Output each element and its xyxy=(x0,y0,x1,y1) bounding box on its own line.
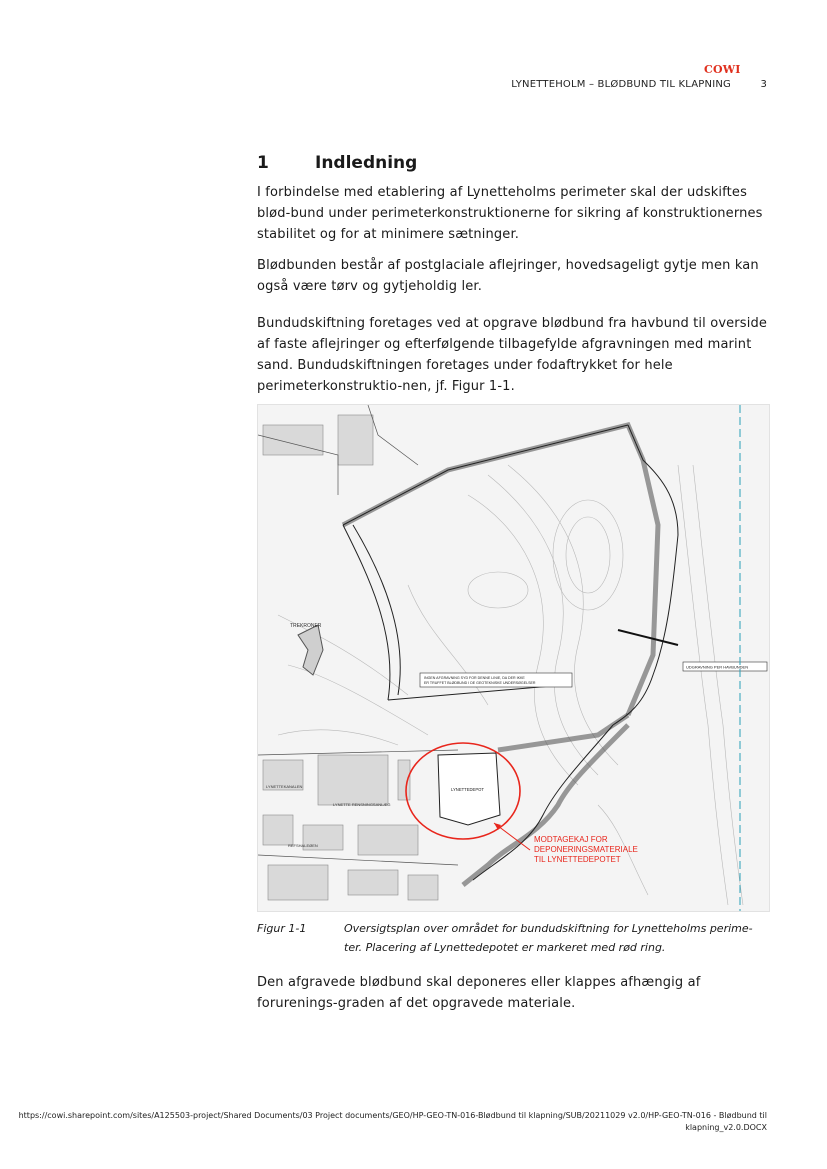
section-heading xyxy=(257,153,777,173)
lynettedepot-label: LYNETTEDEPOT xyxy=(451,787,484,792)
page-number: 3 xyxy=(760,79,767,90)
paragraph-3: Bundudskiftning foretages ved at opgrave blødbund fra havbund til overside af faste aflejringer og efterfølgende tilbagefylde afgravningen med marint sand. Bundudskiftningen foretages under fodaftrykket for hele perimeterkonstruktio-nen, jf. Figur 1-1. xyxy=(257,316,768,394)
figure-caption-label: Figur 1-1 xyxy=(257,922,307,935)
perimeter-line xyxy=(343,425,678,880)
perimeter-outline xyxy=(343,425,658,885)
note-label-2: ER TRUFFET BLØDBUND I DE GEOTEKNISKE UNDERSØGELSER xyxy=(424,681,536,685)
paragraph-1: I forbindelse med etablering af Lynetteholms perimeter skal der udskiftes blød-bund under perimeterkonstruktionerne for sikring af konstruktionernes stabilitet og for at minimere sætninger. xyxy=(257,185,763,242)
trekroner-label: TREKRONER xyxy=(290,623,322,629)
refshaleoen-label: REFSHALEØEN xyxy=(288,843,318,848)
callout-line-3: TIL LYNETTEDEPOTET xyxy=(534,855,621,864)
section-number: 1 xyxy=(257,153,269,173)
note-label: INGEN AFGRAVNING SYD FOR DENNE LINIE, DA DER IKKE xyxy=(424,676,525,680)
overview-map xyxy=(258,405,769,911)
kanal-label: LYNETTEKANALEN xyxy=(266,784,303,789)
section-line xyxy=(618,630,678,645)
figure-caption-text: Oversigtsplan over området for bundudskiftning for Lynetteholms perime-ter. Placering af Lynettedepotet er markeret med rød ring. xyxy=(344,922,753,954)
paragraph-2: Blødbunden består af postglaciale aflejringer, hovedsageligt gytje men kan også være tørv og gytjeholdig ler. xyxy=(257,258,759,294)
plant-label: LYNETTE RENSNINGSANLÆG xyxy=(333,802,391,807)
footer-path: https://cowi.sharepoint.com/sites/A125503-project/Shared Documents/03 Project documents/GEO/HP-GEO-TN-016-Blødbund til klapning/SUB/20211029 v2.0/HP-GEO-TN-016 - Blødbund til klapning_v2.0.DOCX xyxy=(18,1111,767,1132)
overview-map-figure xyxy=(257,404,770,912)
trekroner-fort xyxy=(298,625,323,675)
paragraph-4: Den afgravede blødbund skal deponeres eller klappes afhængig af forurenings-graden af det opgravede materiale. xyxy=(257,975,701,1011)
callout-line-1: MODTAGEKAJ FOR xyxy=(534,835,608,844)
company-logo: COWI xyxy=(704,63,741,76)
section-heading-block xyxy=(257,153,777,173)
callout-arrowhead xyxy=(494,823,501,830)
right-label: UDGRAVNING PER HAVBUNDEN xyxy=(686,664,749,670)
callout-line-2: DEPONERINGSMATERIALE xyxy=(534,845,638,854)
figure-caption xyxy=(257,919,769,957)
section-title: Indledning xyxy=(315,153,418,173)
document-title: LYNETTEHOLM – BLØDBUND TIL KLAPNING xyxy=(511,79,731,90)
